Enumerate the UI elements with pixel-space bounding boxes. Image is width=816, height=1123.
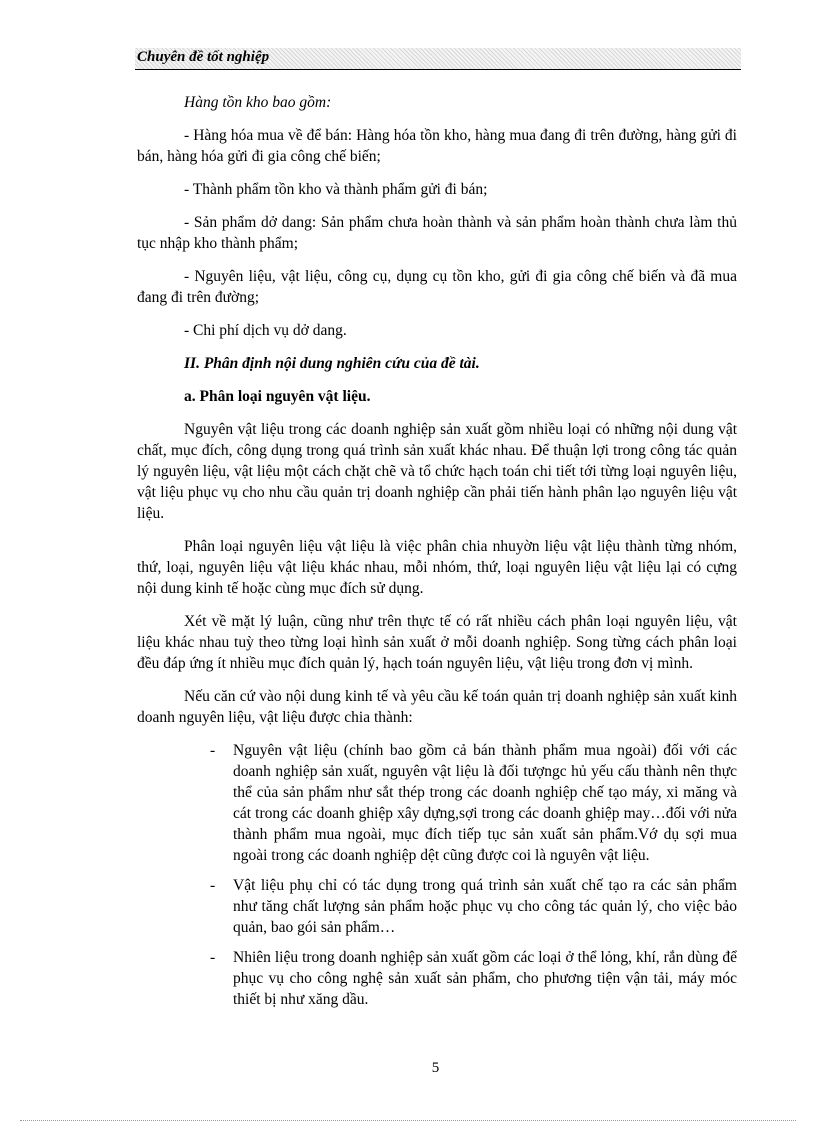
footer-rule [20,1120,796,1121]
list-item-text: Nhiên liệu trong doanh nghiệp sản xuất gồm các loại ở thể lỏng, khí, rắn dùng để phục vụ cho công nghệ sản xuất sản phẩm, cho phương tiện vận tải, máy móc thiết bị như xăng dầu. [233,949,737,1008]
document-body [137,92,737,1019]
list-item [137,740,737,866]
inventory-item: - Nguyên liệu, vật liệu, công cụ, dụng cụ tồn kho, gửi đi gia công chế biến và đã mua đang đi trên đường; [137,268,737,306]
list-item [137,947,737,1010]
list-bullet: - [210,949,216,966]
inventory-item: - Thành phẩm tồn kho và thành phẩm gửi đi bán; [184,181,488,198]
paragraph: Nguyên vật liệu trong các doanh nghiệp sản xuất gồm nhiều loại có những nội dung vật chất, mục đích, công dụng trong quá trình sản xuất khác nhau. Để thuận lợi trong công tác quản lý nguyên liệu, vật liệu một cách chặt chẽ và tổ chức hạch toán chi tiết tới từng loại nguyên liệu, vật liệu phục vụ cho nhu cầu quản trị doanh nghiệp cần phải tiến hành phân lạo nguyên liệu vật liệu. [137,421,737,522]
list-bullet: - [210,742,216,759]
paragraph: Nếu căn cứ vào nội dung kinh tế và yêu cầu kế toán quản trị doanh nghiệp sản xuất kinh doanh nguyên liệu, vật liệu được chia thành: [137,688,737,726]
list-item-text: Nguyên vật liệu (chính bao gồm cả bán thành phẩm mua ngoài) đối với các doanh nghiệp sản xuất, nguyên vật liệu là đối tượngc hủ yếu cấu thành nên thực thể của sản phẩm như sắt thép trong các doanh nghiệp chế tạo máy, xi măng và cát trong các doanh ghiệp xây dựng,sợi trong các doanh ghiệp may…đối với nửa thành phẩm mua ngoài, mục đích tiếp tục sản xuất sản phẩm.Vớ dụ sợi mua ngoài trong các doanh nghiệp dệt cũng được coi là nguyên vật liệu. [233,742,737,864]
list-item [137,875,737,938]
header-title: Chuyên đề tốt nghiệp [137,49,270,65]
paragraph: Xét về mặt lý luận, cũng như trên thực tế có rất nhiều cách phân loại nguyên liệu, vật liệu khác nhau tuỳ theo từng loại hình sản xuất ở mỗi doanh nghiệp. Song từng cách phân loại đều đáp ứng ít nhiều mục đích quản lý, hạch toán nguyên liệu, vật liệu trong đơn vị mình. [137,613,737,672]
page-number: 5 [431,1060,440,1076]
inventory-item: - Chi phí dịch vụ dở dang. [184,322,347,339]
inventory-item: - Hàng hóa mua về để bán: Hàng hóa tồn kho, hàng mua đang đi trên đường, hàng gửi đi bán, hàng hóa gửi đi gia công chế biến; [137,127,737,165]
paragraph: Phân loại nguyên liệu vật liệu là việc phân chia nhuyờn liệu vật liệu thành từng nhóm, thứ, loại, nguyên liệu vật liệu khác nhau, mỗi nhóm, thứ, loại nguyên liệu vật liệu lại có cựng nội dung kinh tế hoặc cùng mục đích sử dụng. [137,538,737,597]
inventory-item: - Sản phẩm dở dang: Sản phẩm chưa hoàn thành và sản phẩm hoàn thành chưa làm thủ tục nhập kho thành phẩm; [137,214,737,252]
list-item-text: Vật liệu phụ chỉ có tác dụng trong quá trình sản xuất chế tạo ra các sản phẩm như tăng chất lượng sản phẩm hoặc phục vụ cho công tác quản lý, cho việc bảo quản, bao gói sản phẩm… [233,877,737,936]
section-heading: II. Phân định nội dung nghiên cứu của đề tài. [184,355,480,372]
list-bullet: - [210,877,216,894]
material-list [137,740,737,1010]
subsection-heading: a. Phân loại nguyên vật liệu. [184,388,371,405]
inventory-heading: Hàng tồn kho bao gồm: [184,94,332,111]
